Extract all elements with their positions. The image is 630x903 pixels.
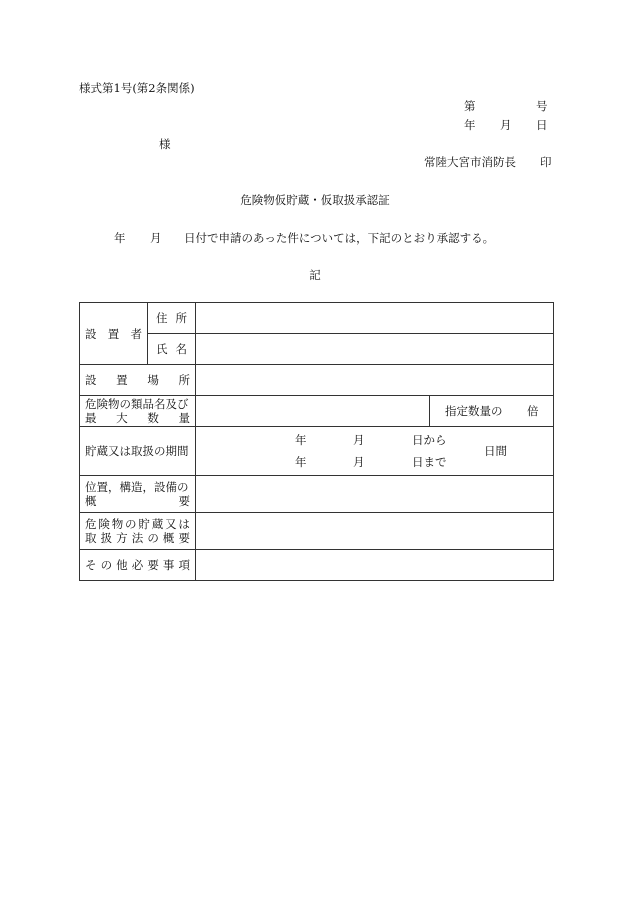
document-title: 危険物仮貯蔵・仮取扱承認証 xyxy=(240,193,390,207)
address-value-cell[interactable] xyxy=(196,303,554,334)
period-label: 貯蔵又は取扱の期間 xyxy=(85,444,189,458)
installer-name-row xyxy=(80,334,554,365)
hazard-value-cell[interactable] xyxy=(196,396,430,427)
form-number: 様式第1号(第2条関係) xyxy=(79,81,195,95)
statement-year-label: 年 xyxy=(114,231,126,245)
location-value-cell[interactable] xyxy=(196,365,554,396)
doc-number-dai: 第 xyxy=(464,99,476,113)
designated-quantity-cell[interactable] xyxy=(430,396,554,427)
period-value-cell[interactable] xyxy=(196,427,554,476)
structure-label-cell xyxy=(80,476,196,513)
name-label: 氏 名 xyxy=(156,342,187,356)
period-from-year: 年 xyxy=(295,433,307,447)
structure-label-line2: 概 要 xyxy=(85,494,190,508)
approval-form-table xyxy=(79,302,554,581)
name-value-cell[interactable] xyxy=(196,334,554,365)
installer-address-row xyxy=(80,303,554,334)
location-label-cell xyxy=(80,365,196,396)
date-day-label: 日 xyxy=(536,118,548,132)
other-label-cell xyxy=(80,550,196,581)
ki-mark: 記 xyxy=(309,268,321,282)
structure-value-cell[interactable] xyxy=(196,476,554,513)
period-from-month: 月 xyxy=(353,433,365,447)
address-label: 住 所 xyxy=(156,311,187,325)
addressee-sama: 様 xyxy=(159,137,171,151)
method-label-line1: 危 険 物 の 貯 蔵 又 は xyxy=(85,517,190,531)
hazard-row xyxy=(80,396,554,427)
statement-text: 日付で申請のあった件については，下記のとおり承認する。 xyxy=(184,231,495,245)
method-label-cell xyxy=(80,513,196,550)
issuer-seal: 印 xyxy=(540,155,552,169)
period-to-month: 月 xyxy=(353,455,365,469)
doc-number-go: 号 xyxy=(536,99,548,113)
method-value-cell[interactable] xyxy=(196,513,554,550)
date-month-label: 月 xyxy=(500,118,512,132)
location-label: 設 置 場 所 xyxy=(85,373,190,387)
period-row xyxy=(80,427,554,476)
period-from-label: 日から xyxy=(412,433,447,447)
period-to-label: 日まで xyxy=(412,455,447,469)
structure-row xyxy=(80,476,554,513)
designated-quantity-label: 指定数量の xyxy=(445,404,503,418)
installer-label-cell xyxy=(80,303,148,365)
statement-month-label: 月 xyxy=(150,231,162,245)
method-label-line2: 取 扱 方 法 の 概 要 xyxy=(85,531,190,545)
period-days-label: 日間 xyxy=(484,444,507,458)
location-row xyxy=(80,365,554,396)
other-row xyxy=(80,550,554,581)
other-value-cell[interactable] xyxy=(196,550,554,581)
hazard-label-line1: 危険物の類品名及び xyxy=(85,397,189,411)
other-label: そ の 他 必 要 事 項 xyxy=(85,558,190,572)
date-year-label: 年 xyxy=(464,118,476,132)
issuer-name: 常陸大宮市消防長 xyxy=(424,155,516,169)
hazard-label-cell xyxy=(80,396,196,427)
structure-label-line1: 位置，構造，設備の xyxy=(85,480,189,494)
installer-label: 設 置 者 xyxy=(85,326,142,341)
name-label-cell xyxy=(148,334,196,365)
method-row xyxy=(80,513,554,550)
address-label-cell xyxy=(148,303,196,334)
bai-label: 倍 xyxy=(527,404,539,418)
hazard-label-line2: 最 大 数 量 xyxy=(85,411,190,425)
period-to-year: 年 xyxy=(295,455,307,469)
period-label-cell xyxy=(80,427,196,476)
